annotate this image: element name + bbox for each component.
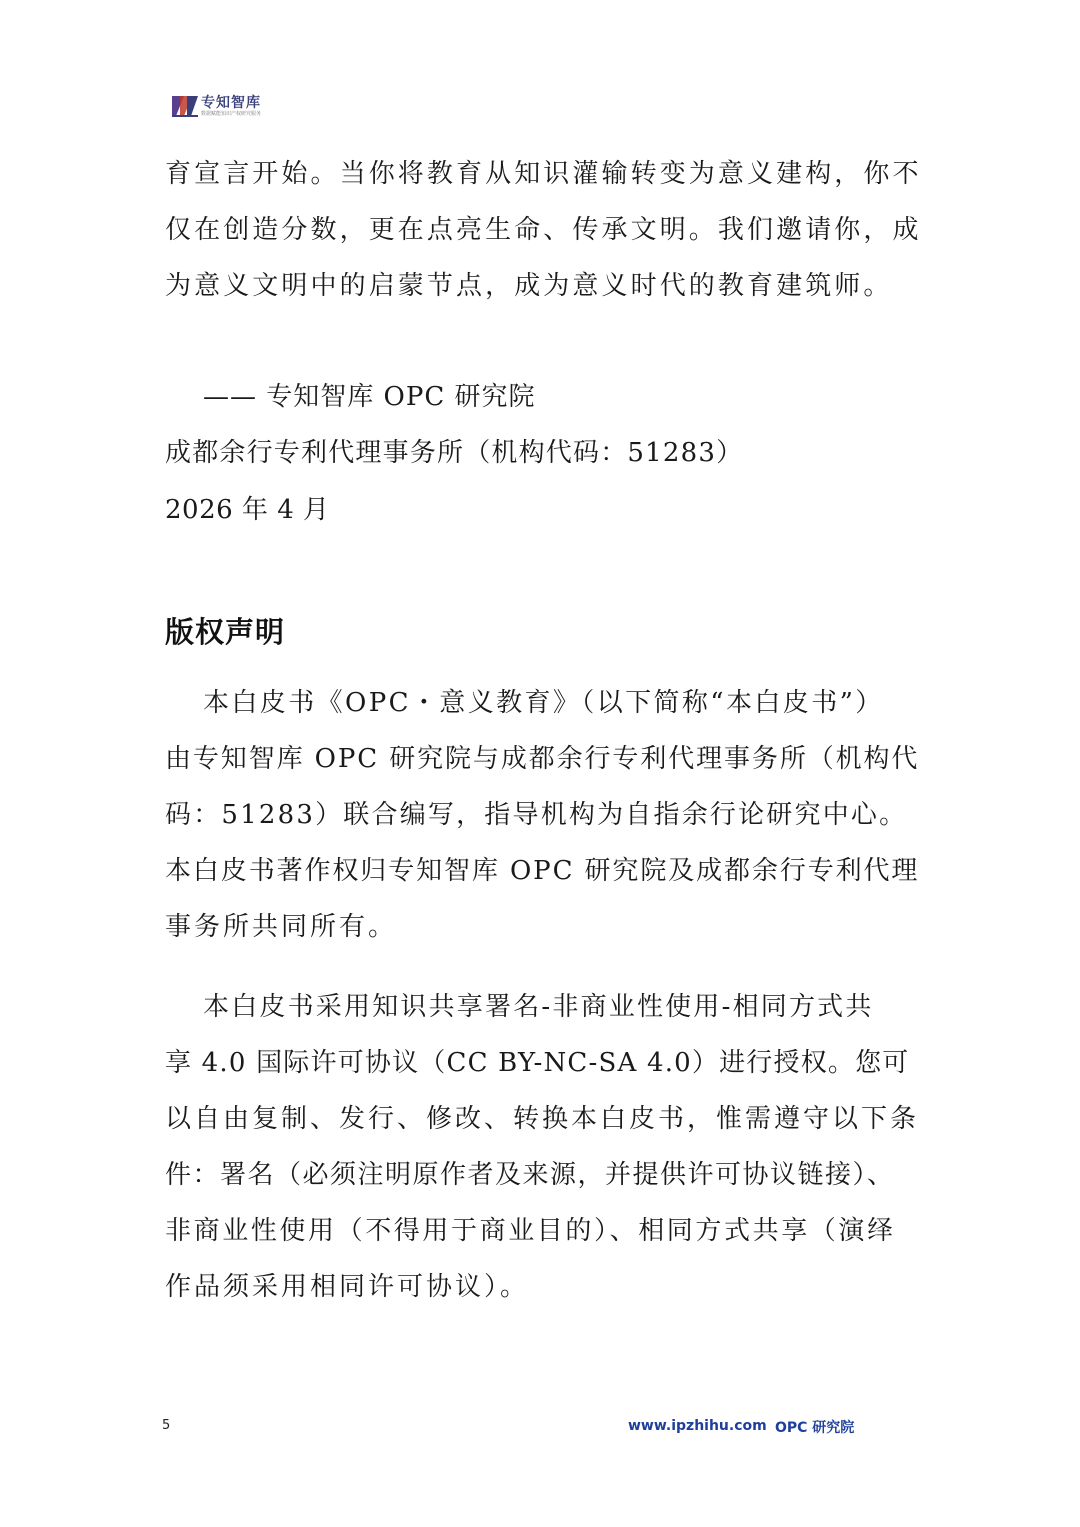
zhizhi-logo-icon [172, 94, 198, 118]
copyright-heading: 版权声明 [165, 615, 286, 649]
copyright-para2-line: 作品须采用相同许可协议）。 [165, 1272, 530, 1302]
intro-line: 育宣言开始。当你将教育从知识灌输转变为意义建构，你不 [165, 159, 922, 189]
signature-author: —— 专知智库 OPC 研究院 [203, 382, 536, 412]
copyright-para1-line: 码：51283）联合编写，指导机构为自指余行论研究中心。 [165, 800, 908, 830]
logo-tagline: 数据赋能知识产权研究服务 [201, 110, 262, 117]
copyright-para2-line: 以自由复制、发行、修改、转换本白皮书，惟需遵守以下条 [165, 1104, 920, 1134]
copyright-para1-line: 本白皮书著作权归专知智库 OPC 研究院及成都余行专利代理 [165, 856, 920, 886]
copyright-para2-line: 非商业性使用（不得用于商业目的）、相同方式共享（演绎 [165, 1216, 896, 1246]
header-logo [172, 94, 261, 118]
logo-name: 专知智库 [201, 94, 261, 111]
page-number: 5 [162, 1418, 171, 1433]
signature-org: 成都余行专利代理事务所（机构代码：51283） [165, 438, 744, 468]
copyright-para2-line: 件：署名（必须注明原作者及来源，并提供许可协议链接）、 [165, 1160, 895, 1190]
footer-url-link[interactable]: www.ipzhihu.com [628, 1418, 767, 1434]
intro-line: 为意义文明中的启蒙节点，成为意义时代的教育建筑师。 [165, 271, 893, 301]
intro-line: 仅在创造分数，更在点亮生命、传承文明。我们邀请你，成 [165, 215, 922, 245]
copyright-para1-line: 事务所共同所有。 [165, 912, 398, 942]
footer-org: OPC 研究院 [775, 1420, 855, 1436]
copyright-para2-line: 本白皮书采用知识共享署名-非商业性使用-相同方式共 [203, 992, 874, 1022]
copyright-para1-line: 由专知智库 OPC 研究院与成都余行专利代理事务所（机构代 [165, 744, 920, 774]
copyright-para2-line: 享 4.0 国际许可协议（CC BY-NC-SA 4.0）进行授权。您可 [165, 1048, 910, 1078]
copyright-para1-line: 本白皮书《OPC・意义教育》（以下简称“本白皮书”） [203, 688, 884, 718]
signature-date: 2026 年 4 月 [165, 495, 330, 525]
